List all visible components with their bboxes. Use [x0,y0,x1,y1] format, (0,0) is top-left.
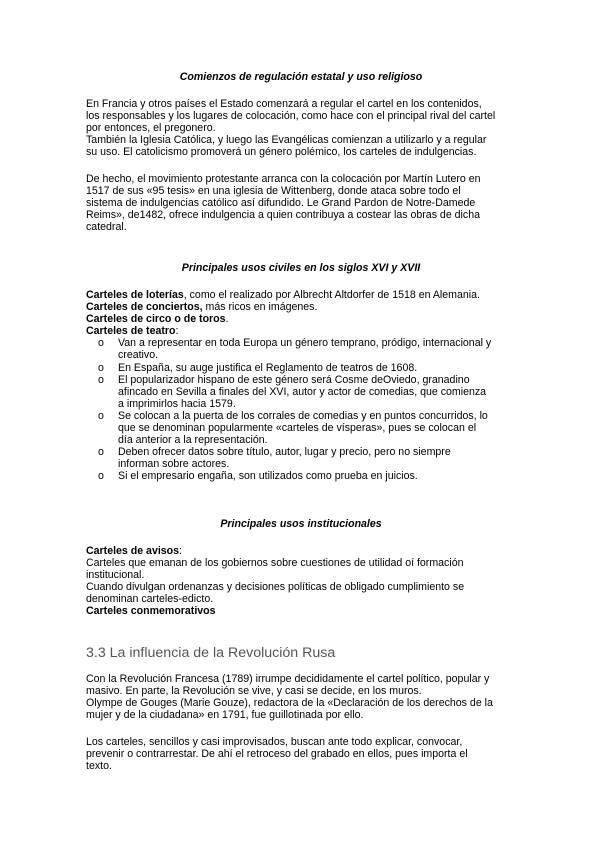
text-line: los responsables y los lugares de colocación, como hace con el principal rival del cartel [86,110,496,123]
bullet-circle-icon: o [98,470,104,483]
term-desc: : [175,325,179,338]
text-line: afincado en Sevilla a finales del XVI, autor y actor de comedias, que comienza [118,385,487,398]
section-heading-regulacion: Comienzos de regulación estatal y uso religioso [179,71,423,83]
text-line: día anterior a la representación. [118,434,268,447]
text-line: Carteles que emanan de los gobiernos sobre cuestiones de utilidad oí formación [86,557,464,570]
text-line: institucional. [86,569,145,582]
civil-uses-list [86,289,516,483]
bullet-circle-icon: o [98,446,104,459]
term-avisos: Carteles de avisos [86,545,180,557]
bullet-item [98,409,516,447]
text-line: texto. [86,760,112,773]
paragraph-revolucion-francesa [86,673,516,721]
bullet-circle-icon: o [98,373,104,386]
text-line: También la Iglesia Católica, y luego las Evangélicas comienzan a utilizarlo y a regular [86,134,487,147]
section-heading-usos-institucionales: Principales usos institucionales [220,518,382,530]
text-line: Olympe de Gouges (Marie Gouze), redactora de la «Declaración de los derechos de la [86,697,493,710]
bullet-item [98,361,516,374]
text-line: masivo. En parte, la Revolución se vive, y casi se decide, en los muros. [86,685,422,698]
text-line: a imprimirlos hacia 1579. [118,397,236,410]
term-conmemorativos: Carteles conmemorativos [86,605,216,618]
bullet-item [98,337,516,362]
term-desc: más ricos en imágenes. [202,301,318,314]
text-line: prevenir o contrarrestar. De ahí el retroceso del grabado en ellos, pues importa el [86,748,468,761]
bullet-item [98,470,516,483]
text-line: De hecho, el movimiento protestante arranca con la colocación por Martín Lutero en [86,173,481,185]
text-line: que se denominan popularmente «carteles de vísperas», pues se colocan el [118,422,477,435]
institutional-uses [86,545,516,618]
teatro-bullet-list [86,337,516,482]
term-desc: . [225,313,229,326]
text-line: Se colocan a la puerta de los corrales de comedias y en puntos concurridos, lo [118,409,488,422]
text-line: Los carteles, sencillos y casi improvisados, buscan ante todo explicar, convocar, [86,736,463,748]
paragraph-carteles-sencillos [86,736,516,772]
text-line: Cuando divulgan ordenanzas y decisiones políticas de obligado cumplimiento se [86,581,465,594]
list-item [86,301,516,313]
paragraph-francia [86,98,516,158]
term-loterias: Carteles de loterías [86,289,184,301]
text-line: mujer y de la ciudadana» en 1791, fue guillotinada por ello. [86,709,364,722]
text-line: creativo. [118,349,159,362]
text-line: por entonces, el pregonero. [86,122,216,135]
bullet-circle-icon: o [98,409,104,422]
term-desc: : [179,545,182,557]
text-line: sistema de indulgencias católico así difundido. Le Grand Pardon de Notre-Damede [86,197,476,210]
text-line: Deben ofrecer datos sobre título, autor, lugar y precio, pero no siempre [118,446,451,459]
section-heading-usos-civiles: Principales usos civiles en los siglos XVI y XVII [181,262,421,274]
text-line: 1517 de sus «95 tesis» en una iglesia de Wittenberg, donde ataca sobre todo el [86,185,461,198]
list-item [86,325,516,337]
text-line: Van a representar en toda Europa un género temprano, pródigo, internacional y [118,337,492,350]
bullet-item [98,373,516,410]
text-line: catedral. [86,221,127,234]
text-line: El popularizador hispano de este género será Cosme deOviedo, granadino [118,373,470,386]
text-line: su uso. El catolicismo promoverá un género polémico, los carteles de indulgencias. [86,146,477,159]
text-line: En Francia y otros países el Estado comenzará a regular el cartel en los contenidos, [86,98,482,110]
text-line: En España, su auge justifica el Reglamento de teatros de 1608. [118,361,418,374]
term-circo: Carteles de circo o de toros [86,313,226,326]
term-desc: , como el realizado por Albrecht Altdorfer de 1518 en Alemania. [183,289,480,301]
bullet-item [98,446,516,471]
text-line: Con la Revolución Francesa (1789) irrumpe decididamente el cartel político, popular y [86,673,490,685]
paragraph-lutero [86,173,516,233]
list-item [86,545,516,557]
text-line: Reims», de1482, ofrece indulgencia a quien contribuya a costear las obras de dicha [86,209,480,222]
section-heading-revolucion-rusa: 3.3 La influencia de la Revolución Rusa [86,645,336,661]
list-item [86,313,516,325]
text-line: Si el empresario engaña, son utilizados como prueba en juicios. [118,470,418,483]
bullet-circle-icon: o [98,361,104,374]
text-line: denominan carteles-edicto. [86,593,214,606]
list-item [86,289,516,301]
term-teatro: Carteles de teatro [86,325,176,338]
text-line: informan sobre actores. [118,458,230,471]
term-conciertos: Carteles de conciertos, [86,301,203,314]
bullet-circle-icon: o [98,337,104,350]
